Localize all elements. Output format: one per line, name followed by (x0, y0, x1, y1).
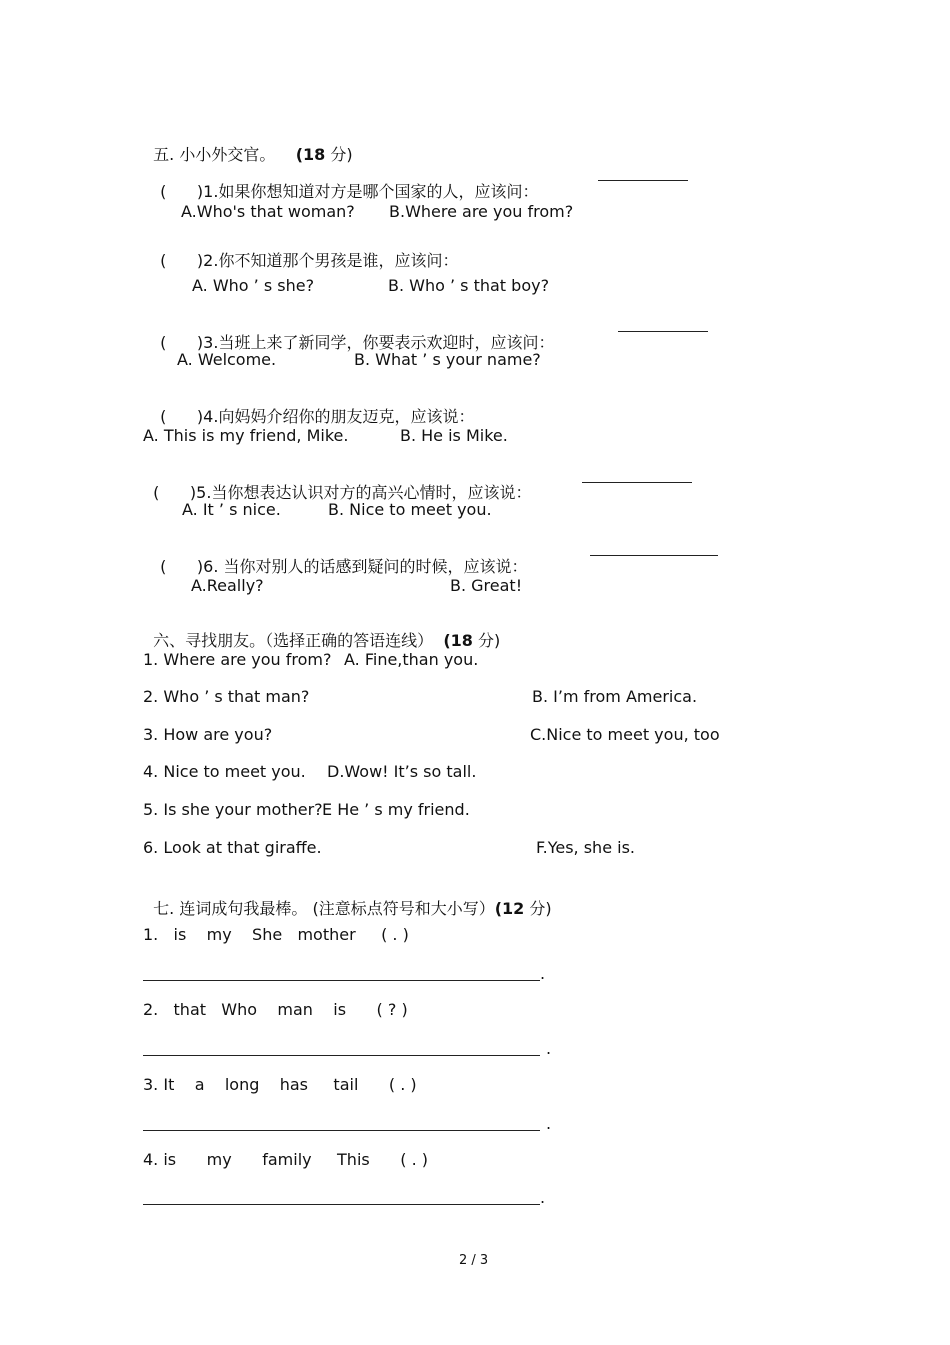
match-right-d: D.Wow! It’s so tall. (327, 762, 477, 781)
q6-text: 6. 当你对别人的话感到疑问的时候，应该说： (203, 557, 528, 576)
sentence-answer-line-1[interactable] (143, 980, 540, 981)
match-left-3: 3. How are you? (143, 725, 273, 744)
sentence-item-4: 4. is my family This ( . ) (143, 1150, 428, 1169)
section5-score-suffix: 分) (330, 145, 353, 164)
sentence-item-2: 2. that Who man is ( ? ) (143, 1000, 408, 1019)
match-left-6: 6. Look at that giraffe. (143, 838, 322, 857)
q5-option-a: A. It ’ s nice. (182, 500, 281, 519)
match-right-f: F.Yes, she is. (536, 838, 635, 857)
q2-paren: ( ) (160, 251, 204, 270)
section7-score-suffix: 分) (529, 899, 552, 918)
section6-title: 六、寻找朋友。（选择正确的答语连线） (153, 631, 434, 650)
q5-text: 5.当你想表达认识对方的高兴心情时，应该说： (196, 483, 532, 502)
sentence-answer-line-4[interactable] (143, 1204, 540, 1205)
page-number: 2 / 3 (459, 1253, 489, 1268)
q1-text: 1.如果你想知道对方是哪个国家的人，应该问： (203, 182, 539, 201)
section7-heading (143, 879, 552, 919)
sentence-end-mark-3: . (546, 1114, 552, 1133)
q3-answer-blank[interactable] (618, 331, 708, 332)
q4-option-a: A. This is my friend, Mike. (143, 426, 349, 445)
section5-score: (18 (295, 145, 326, 164)
sentence-item-3: 3. It a long has tail ( . ) (143, 1075, 417, 1094)
sentence-end-mark-2: . (546, 1039, 552, 1058)
q4-option-b: B. He is Mike. (400, 426, 508, 445)
match-right-b: B. I’m from America. (532, 687, 698, 706)
section5-heading (143, 125, 353, 165)
q3-option-b: B. What ’ s your name? (354, 350, 541, 369)
q6-prompt (150, 537, 528, 577)
q5-option-b: B. Nice to meet you. (328, 500, 492, 519)
q1-paren: ( ) (160, 182, 204, 201)
q3-prompt (150, 313, 554, 353)
section5-title: 五. 小小外交官。 (153, 145, 276, 164)
q6-option-a: A.Really? (191, 576, 264, 595)
q2-option-b: B. Who ’ s that boy? (388, 276, 550, 295)
q1-answer-blank[interactable] (598, 180, 688, 181)
q2-option-a: A. Who ’ s she? (192, 276, 315, 295)
section7-note: (注意标点符号和大小写） (312, 899, 495, 918)
q3-text: 3.当班上来了新同学，你要表示欢迎时，应该问： (203, 333, 555, 352)
q3-paren: ( ) (160, 333, 204, 352)
match-left-2: 2. Who ’ s that man? (143, 687, 310, 706)
q5-answer-blank[interactable] (582, 482, 692, 483)
match-left-4: 4. Nice to meet you. (143, 762, 306, 781)
sentence-answer-line-2[interactable] (143, 1055, 540, 1056)
section6-score: (18 (443, 631, 473, 650)
q4-prompt (150, 387, 474, 427)
sentence-end-mark-4: . (540, 1188, 546, 1207)
q5-paren: ( ) (153, 483, 197, 502)
match-left-5: 5. Is she your mother? (143, 800, 323, 819)
q4-text: 4.向妈妈介绍你的朋友迈克，应该说： (203, 407, 475, 426)
section6-score-suffix: 分) (478, 631, 501, 650)
sentence-answer-line-3[interactable] (143, 1130, 540, 1131)
q1-option-a: A.Who's that woman? (181, 202, 355, 221)
sentence-item-1: 1. is my She mother ( . ) (143, 925, 409, 944)
sentence-end-mark-1: . (540, 964, 546, 983)
q3-option-a: A. Welcome. (177, 350, 277, 369)
q6-answer-blank[interactable] (590, 555, 718, 556)
q2-text: 2.你不知道那个男孩是谁，应该问： (203, 251, 459, 270)
match-right-a: A. Fine,than you. (344, 650, 479, 669)
section7-title: 七. 连词成句我最棒。 (153, 899, 308, 918)
q2-prompt (150, 231, 458, 271)
section6-heading (143, 611, 500, 651)
section7-score: (12 (494, 899, 525, 918)
q6-option-b: B. Great! (450, 576, 523, 595)
match-left-1: 1. Where are you from? (143, 650, 332, 669)
q1-option-b: B.Where are you from? (389, 202, 574, 221)
match-right-e: E He ’ s my friend. (322, 800, 470, 819)
match-right-c: C.Nice to meet you, too (530, 725, 720, 744)
q1-prompt (150, 162, 538, 202)
q6-paren: ( ) (160, 557, 204, 576)
q5-prompt (143, 463, 531, 503)
q4-paren: ( ) (160, 407, 204, 426)
